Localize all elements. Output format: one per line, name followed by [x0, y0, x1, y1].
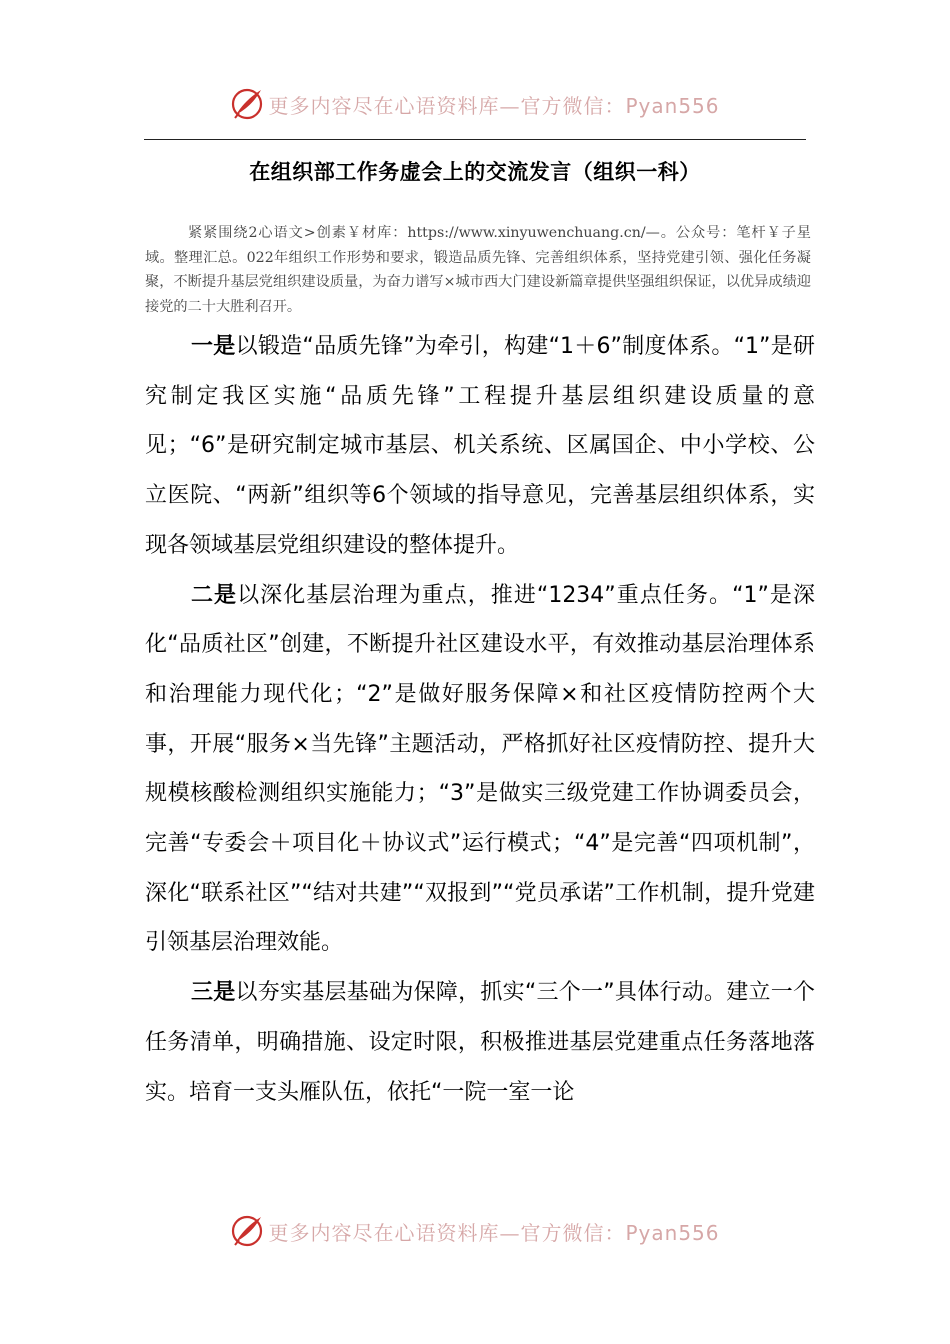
paragraph-2 [145, 571, 815, 969]
paragraph-lead: 二是 [191, 582, 238, 608]
banner-text: 更多内容尽在心语资料库—官方微信：Pyan556 [268, 1220, 720, 1245]
banner-text: 更多内容尽在心语资料库—官方微信：Pyan556 [268, 93, 720, 118]
header-banner [0, 82, 950, 126]
paragraph-lead: 一是 [191, 334, 236, 359]
quill-logo-icon [230, 87, 264, 121]
footer-banner [0, 1209, 950, 1253]
paragraph-text: 以深化基层治理为重点，推进“1234”重点任务。“1”是深化“品质社区”创建，不断提升社区建设水平，有效推动基层治理体系和治理能力现代化；“2”是做好服务保障×和社区疫情防控两个大事，开展“服务×当先锋”主题活动，严格抓好社区疫情防控、提升大规模核酸检测组织实施能力；“3”是做实三级党建工作协调委员会，完善“专委会＋项目化＋协议式”运行模式；“4”是完善“四项机制”，深化“联系社区”“结对共建”“双报到”“党员承诺”工作机制，提升党建引领基层治理效能。 [145, 582, 815, 956]
intro-paragraph: 紧紧围绕2心语文>创素￥材库：https://www.xinyuwenchuang.cn/—。公众号：笔杆￥子星域。整理汇总。022年组织工作形势和要求，锻造品质先锋、完善组织体系，坚持党建引领、强化任务凝聚，不断提升基层党组织建设质量，为奋力谱写×城市西大门建设新篇章提供坚强组织保证，以优异成绩迎接党的二十大胜利召开。 [145, 225, 811, 315]
paragraph-lead: 三是 [191, 980, 236, 1006]
header-divider [144, 139, 806, 140]
paragraph-text: 以锻造“品质先锋”为牵引，构建“1＋6”制度体系。“1”是研究制定我区实施“品质先锋”工程提升基层组织建设质量的意见；“6”是研究制定城市基层、机关系统、区属国企、中小学校、公立医院、“两新”组织等6个领域的指导意见，完善基层组织体系，实现各领域基层党组织建设的整体提升。 [145, 334, 815, 558]
paragraph-text: 以夯实基层基础为保障，抓实“三个一”具体行动。建立一个任务清单，明确措施、设定时限，积极推进基层党建重点任务落地落实。培育一支头雁队伍，依托“一院一室一论 [145, 980, 815, 1105]
paragraph-3 [145, 968, 815, 1117]
document-title: 在组织部工作务虚会上的交流发言（组织一科） [249, 160, 701, 184]
quill-logo-icon [230, 1214, 264, 1248]
paragraph-1 [145, 322, 815, 571]
body-content [145, 322, 815, 1117]
